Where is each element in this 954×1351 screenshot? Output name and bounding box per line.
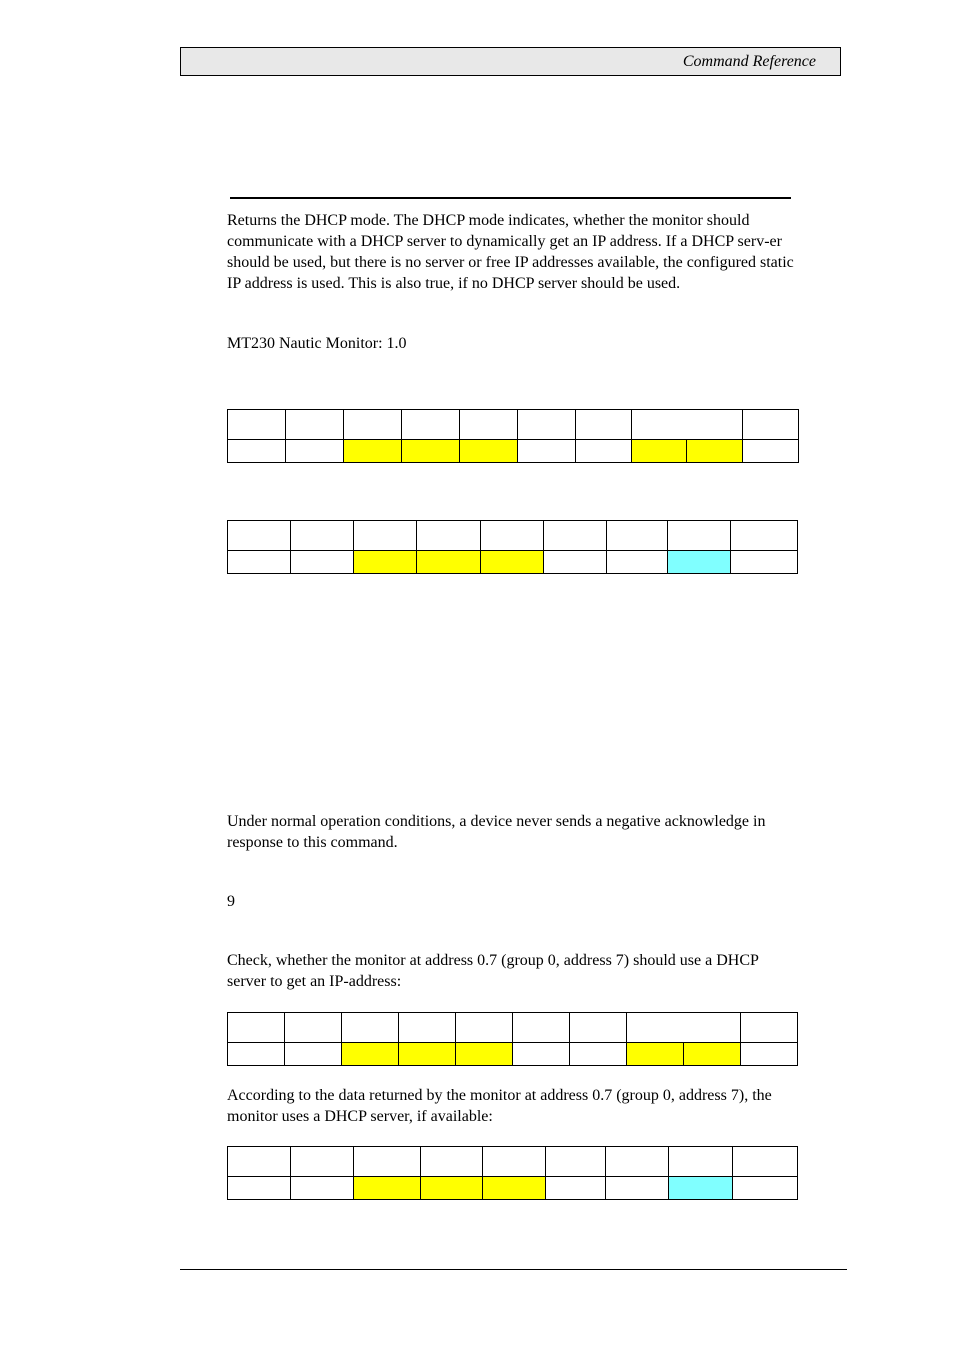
- table-cell: [606, 1177, 669, 1200]
- table-cell: [285, 1013, 342, 1043]
- table-cell-highlight: [344, 440, 402, 463]
- table-row: [228, 1177, 798, 1200]
- table-cell: [421, 1147, 483, 1177]
- table-cell: [483, 1147, 546, 1177]
- table-cell-highlight: [684, 1043, 741, 1066]
- table-cell: [733, 1147, 798, 1177]
- table-cell: [669, 1147, 733, 1177]
- table-cell-highlight: [460, 440, 518, 463]
- table-cell: [228, 440, 286, 463]
- table-cell-highlight: [456, 1043, 513, 1066]
- table-cell: [285, 1043, 342, 1066]
- availability-text: MT230 Nautic Monitor: 1.0: [227, 335, 407, 352]
- table-cell-highlight: [687, 440, 743, 463]
- table-cell: [354, 521, 417, 551]
- table-cell: [460, 410, 518, 440]
- table-cell: [228, 1013, 285, 1043]
- table-header-row: [228, 521, 798, 551]
- table-cell: [228, 521, 291, 551]
- nak-note-text: Under normal operation conditions, a device never sends a negative acknowledge in response to this command.: [227, 813, 766, 851]
- table-cell: [291, 1177, 354, 1200]
- table-cell: [456, 1013, 513, 1043]
- table-cell-data: [669, 1177, 733, 1200]
- table-cell: [570, 1013, 627, 1043]
- table-cell-highlight: [399, 1043, 456, 1066]
- table-cell: [632, 410, 743, 440]
- table-cell-highlight: [417, 551, 481, 574]
- table-cell-highlight: [483, 1177, 546, 1200]
- table-cell: [741, 1043, 798, 1066]
- example-intro-text: Check, whether the monitor at address 0.7 (group 0, address 7) should use a DHCP server to get an IP-address:: [227, 952, 759, 990]
- table-cell: [417, 521, 481, 551]
- table-cell: [544, 521, 607, 551]
- table-cell: [344, 410, 402, 440]
- table-row: [228, 1043, 798, 1066]
- table-cell: [576, 440, 632, 463]
- table-cell-highlight: [354, 551, 417, 574]
- table-cell-highlight: [342, 1043, 399, 1066]
- table-cell-highlight: [354, 1177, 421, 1200]
- table-cell: [513, 1043, 570, 1066]
- table-row: [228, 440, 799, 463]
- table-cell: [607, 551, 668, 574]
- table-cell: [513, 1013, 570, 1043]
- number-text: 9: [227, 893, 235, 910]
- table-cell: [228, 1147, 291, 1177]
- table-header-row: [228, 1013, 798, 1043]
- table-cell: [291, 1147, 354, 1177]
- table-cell: [286, 410, 344, 440]
- table-cell: [228, 1043, 285, 1066]
- table-cell-highlight: [481, 551, 544, 574]
- table-cell: [546, 1147, 606, 1177]
- table-cell: [342, 1013, 399, 1043]
- table-cell-highlight: [632, 440, 687, 463]
- table-cell: [228, 410, 286, 440]
- table-cell: [743, 440, 799, 463]
- table-cell: [733, 1177, 798, 1200]
- table-cell: [228, 551, 291, 574]
- description-text: Returns the DHCP mode. The DHCP mode indicates, whether the monitor should communicate with a DHCP server to dynamically get an IP address. If a DHCP serv-er should be used, but there is no server or free IP addresses available, the configured static IP address is used. This is also true, if no DHCP server should be used.: [227, 212, 794, 292]
- table-header-row: [228, 1147, 798, 1177]
- table-row: [228, 551, 798, 574]
- table-cell: [741, 1013, 798, 1043]
- table-cell: [354, 1147, 421, 1177]
- header-title: Command Reference: [682, 53, 816, 70]
- table-cell: [627, 1013, 741, 1043]
- table-cell: [481, 521, 544, 551]
- table-cell-highlight: [402, 440, 460, 463]
- table-cell: [544, 551, 607, 574]
- table-cell: [399, 1013, 456, 1043]
- command-frame-table: [227, 409, 799, 463]
- table-cell: [607, 521, 668, 551]
- table-cell: [228, 1177, 291, 1200]
- table-cell: [291, 521, 354, 551]
- table-cell: [576, 410, 632, 440]
- table-cell: [731, 521, 798, 551]
- table-cell: [743, 410, 799, 440]
- table-cell: [518, 440, 576, 463]
- table-cell: [668, 521, 731, 551]
- table-header-row: [228, 410, 799, 440]
- response-frame-table: [227, 520, 798, 574]
- table-cell: [402, 410, 460, 440]
- table-cell: [570, 1043, 627, 1066]
- example-response-intro-text: According to the data returned by the monitor at address 0.7 (group 0, address 7), the monitor uses a DHCP server, if available:: [227, 1087, 772, 1125]
- table-cell: [606, 1147, 669, 1177]
- table-cell-highlight: [627, 1043, 684, 1066]
- table-cell: [518, 410, 576, 440]
- table-cell: [291, 551, 354, 574]
- page-header: [180, 47, 841, 76]
- table-cell: [546, 1177, 606, 1200]
- table-cell: [731, 551, 798, 574]
- table-cell-highlight: [421, 1177, 483, 1200]
- table-cell-data: [668, 551, 731, 574]
- footer-rule: [180, 1269, 847, 1270]
- example-response-table: [227, 1146, 798, 1200]
- table-cell: [286, 440, 344, 463]
- example-command-table: [227, 1012, 798, 1066]
- title-rule: [230, 197, 791, 199]
